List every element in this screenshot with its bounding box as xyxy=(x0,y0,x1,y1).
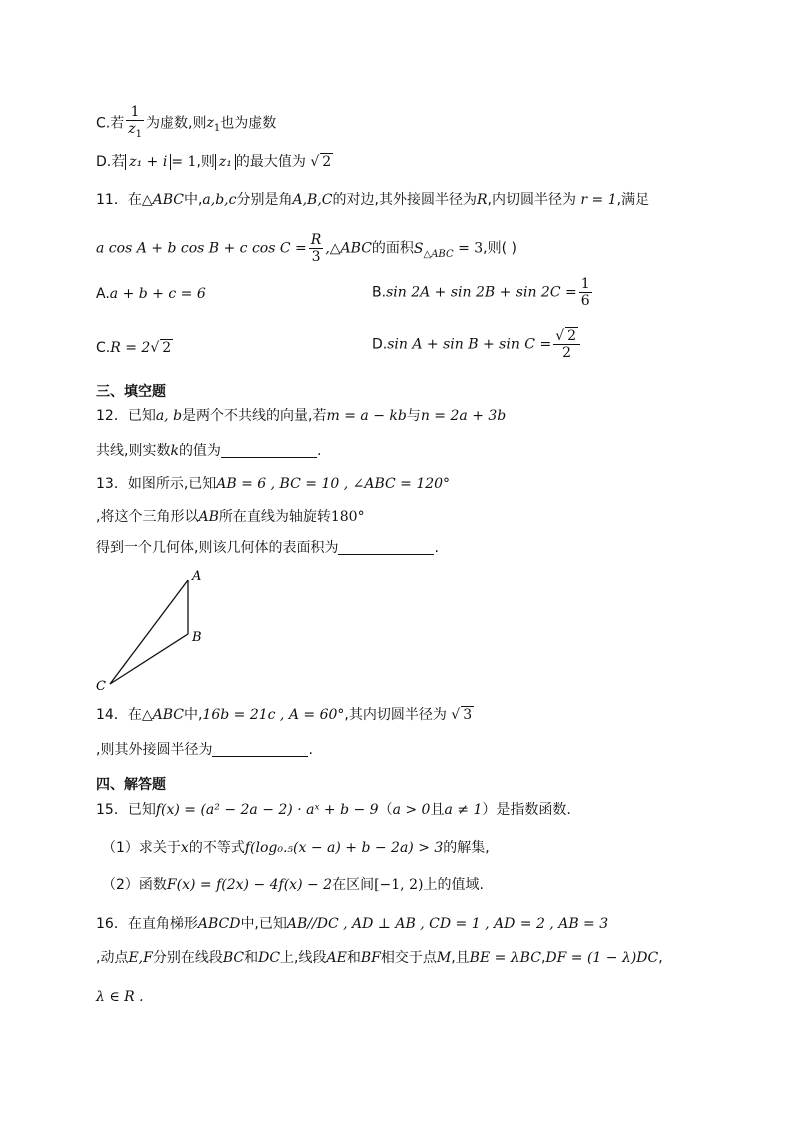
S: S xyxy=(413,240,424,257)
vertex-B-label: B xyxy=(192,630,202,645)
math: R = 2 xyxy=(110,340,151,356)
text: 与 xyxy=(406,408,421,424)
sqrt-2: √ 2 xyxy=(150,340,172,356)
text: （ xyxy=(378,802,393,818)
question-11-line2 xyxy=(96,232,517,265)
text: 分别在线段 xyxy=(152,950,223,966)
math: 180° xyxy=(330,509,365,525)
text: 是两个不共线的向量,若 xyxy=(182,408,327,424)
question-13-line2 xyxy=(96,507,365,527)
text: ,动点 xyxy=(96,950,129,966)
question-13-line3 xyxy=(96,538,439,558)
text: 上,线段 xyxy=(280,950,327,966)
math: ,△ABC xyxy=(325,240,372,257)
text: （1）求关于 xyxy=(102,840,181,856)
math: R xyxy=(476,192,488,208)
text: 分别是角 xyxy=(236,192,293,208)
text: C.若 xyxy=(96,115,125,132)
math: [−1, 2) xyxy=(374,877,424,893)
question-14-line2 xyxy=(96,740,313,760)
edge-AC xyxy=(110,580,188,684)
text: ,则( ) xyxy=(483,240,517,257)
text: 中, xyxy=(183,192,203,208)
label: B. xyxy=(372,284,387,301)
text: （2）函数 xyxy=(102,877,167,893)
math: DC xyxy=(258,950,281,966)
sqrt-2: √ 2 xyxy=(310,154,332,170)
label: A. xyxy=(96,286,110,302)
q11-option-C xyxy=(96,338,173,358)
text: 的最大值为 xyxy=(235,154,306,170)
question-14 xyxy=(96,705,474,725)
frac-den: 3 xyxy=(311,249,321,265)
math: a ≠ 1 xyxy=(444,802,483,818)
text: 在区间 xyxy=(332,877,375,893)
math: AB = 6 , BC = 10 , ∠ABC = 120° xyxy=(216,476,451,492)
math: n = 2a + 3b xyxy=(420,408,507,424)
frac-den: 6 xyxy=(580,293,590,309)
math: m = a − kb xyxy=(326,408,407,424)
text: 的值为 xyxy=(178,443,221,459)
question-16 xyxy=(96,914,608,934)
text: 12．已知 xyxy=(96,408,156,424)
math: F(x) = f(2x) − 4f(x) − 2 xyxy=(166,877,333,893)
frac-den: 2 xyxy=(562,345,572,361)
sub: 1 xyxy=(135,128,142,140)
math: λ ∈ R . xyxy=(96,989,144,1005)
area-S xyxy=(413,240,454,260)
text: ,内切圆半径为 xyxy=(487,192,576,208)
fraction-sqrt2-over-2 xyxy=(553,328,580,361)
frac-num: 1 xyxy=(126,104,144,121)
text: 且 xyxy=(430,802,445,818)
fraction-1-over-6 xyxy=(579,276,592,309)
text: 也为虚数 xyxy=(220,115,277,132)
question-16-line2 xyxy=(96,948,663,968)
question-16-line3 xyxy=(96,987,144,1007)
math: BE = λBC xyxy=(469,950,541,966)
math: a cos A + b cos B + c cos C = xyxy=(96,240,307,257)
option-10c xyxy=(96,104,276,143)
eq: = 1 xyxy=(171,154,197,170)
question-15-part2 xyxy=(102,875,484,895)
abs-expr: z₁ + i xyxy=(125,154,171,170)
sqrt-3: √ 3 xyxy=(451,707,473,723)
math: x xyxy=(180,840,189,856)
option-10d xyxy=(96,152,333,172)
text: . xyxy=(434,540,439,556)
math: a + b + c = 6 xyxy=(109,286,206,302)
text: D.若 xyxy=(96,154,126,170)
math: f(x) = (a² − 2a − 2) · aˣ + b − 9 xyxy=(155,802,379,818)
question-15 xyxy=(96,800,571,820)
text: 共线,则实数 xyxy=(96,443,171,459)
fraction-1-over-z1 xyxy=(126,104,144,143)
text: 11．在 xyxy=(96,192,142,208)
text: 相交于点 xyxy=(380,950,437,966)
q11-option-A xyxy=(96,284,206,304)
text: ,则其外接圆半径为 xyxy=(96,742,213,758)
text: 的面积 xyxy=(371,240,414,257)
text: 13．如图所示,已知 xyxy=(96,476,217,492)
math: k xyxy=(170,443,179,459)
sub: △ABC xyxy=(423,248,454,260)
text: ,其内切圆半径为 xyxy=(344,707,447,723)
text: ,满足 xyxy=(616,192,650,208)
radicand: 3 xyxy=(463,707,473,723)
z: z xyxy=(128,121,136,137)
text: . xyxy=(308,742,313,758)
sub: 1 xyxy=(213,123,221,135)
text: 中,已知 xyxy=(240,916,287,932)
math: BF xyxy=(360,950,381,966)
q11-option-B xyxy=(372,276,594,309)
answer-blank[interactable] xyxy=(212,742,308,757)
math: △ABC xyxy=(141,192,184,208)
text: 和 xyxy=(346,950,361,966)
math: E,F xyxy=(128,950,153,966)
q11-option-D xyxy=(372,328,582,361)
section-3-heading: 三、填空题 xyxy=(96,384,166,400)
math: a > 0 xyxy=(392,802,431,818)
text: ,将这个三角形以 xyxy=(96,509,199,525)
text: 的对边,其外接圆半径为 xyxy=(332,192,477,208)
frac-num: √ 2 xyxy=(553,328,580,345)
text: 为虚数,则 xyxy=(146,115,207,132)
math: △ABC xyxy=(141,707,184,723)
text: 15．已知 xyxy=(96,802,156,818)
frac-num: 1 xyxy=(580,276,590,292)
text: 上的值域. xyxy=(423,877,484,893)
math: AB//DC , AD ⊥ AB , CD = 1 , AD = 2 , AB = 3 xyxy=(286,916,609,932)
text: ,则 xyxy=(196,154,215,170)
text: 14．在 xyxy=(96,707,142,723)
math: AE xyxy=(326,950,347,966)
fraction-R-over-3 xyxy=(309,232,324,265)
edge-BC xyxy=(110,634,188,684)
question-12-line2 xyxy=(96,441,321,461)
text: . xyxy=(316,443,322,459)
text: , xyxy=(540,950,546,966)
abs-expr: z₁ xyxy=(215,154,236,170)
radicand: 2 xyxy=(162,340,172,356)
math: sin 2A + sin 2B + sin 2C = xyxy=(386,284,577,301)
question-13 xyxy=(96,474,450,494)
math: a, b xyxy=(155,408,183,424)
math: DF = (1 − λ)DC xyxy=(545,950,659,966)
text: 16．在直角梯形 xyxy=(96,916,198,932)
math: A,B,C xyxy=(292,192,333,208)
math: f(log₀.₅(x − a) + b − 2a) > 3 xyxy=(244,840,444,856)
text: 中, xyxy=(183,707,203,723)
text: ）是指数函数. xyxy=(482,802,571,818)
math: AB xyxy=(198,509,219,525)
vertex-C-label: C xyxy=(96,679,106,694)
question-11 xyxy=(96,190,649,210)
question-15-part1 xyxy=(102,838,490,858)
z: z xyxy=(206,115,214,132)
math: BC xyxy=(222,950,245,966)
math: r = 1 xyxy=(580,192,617,208)
math: a,b,c xyxy=(202,192,237,208)
text: , xyxy=(658,950,663,966)
frac-num: R xyxy=(310,232,322,248)
text: 所在直线为轴旋转 xyxy=(218,509,331,525)
text: 的解集, xyxy=(443,840,490,856)
math: ABCD xyxy=(197,916,241,932)
triangle-figure xyxy=(90,564,210,698)
text: 的不等式 xyxy=(188,840,245,856)
label: C. xyxy=(96,340,111,356)
vertex-A-label: A xyxy=(192,569,202,584)
frac-den xyxy=(126,121,144,143)
text: 和 xyxy=(244,950,259,966)
text: 得到一个几何体,则该几何体的表面积为 xyxy=(96,540,339,556)
radicand: 2 xyxy=(322,154,332,170)
eq: = 3 xyxy=(458,240,484,257)
answer-blank[interactable] xyxy=(338,540,434,555)
z1 xyxy=(206,115,221,135)
text: ,且 xyxy=(451,950,470,966)
radicand: 2 xyxy=(567,328,577,344)
math: 16b = 21c , A = 60° xyxy=(202,707,345,723)
math: M xyxy=(436,950,452,966)
section-4-heading: 四、解答题 xyxy=(96,777,166,793)
label: D. xyxy=(372,336,388,353)
answer-blank[interactable] xyxy=(221,443,317,458)
question-12 xyxy=(96,406,506,426)
math: sin A + sin B + sin C = xyxy=(387,336,552,353)
